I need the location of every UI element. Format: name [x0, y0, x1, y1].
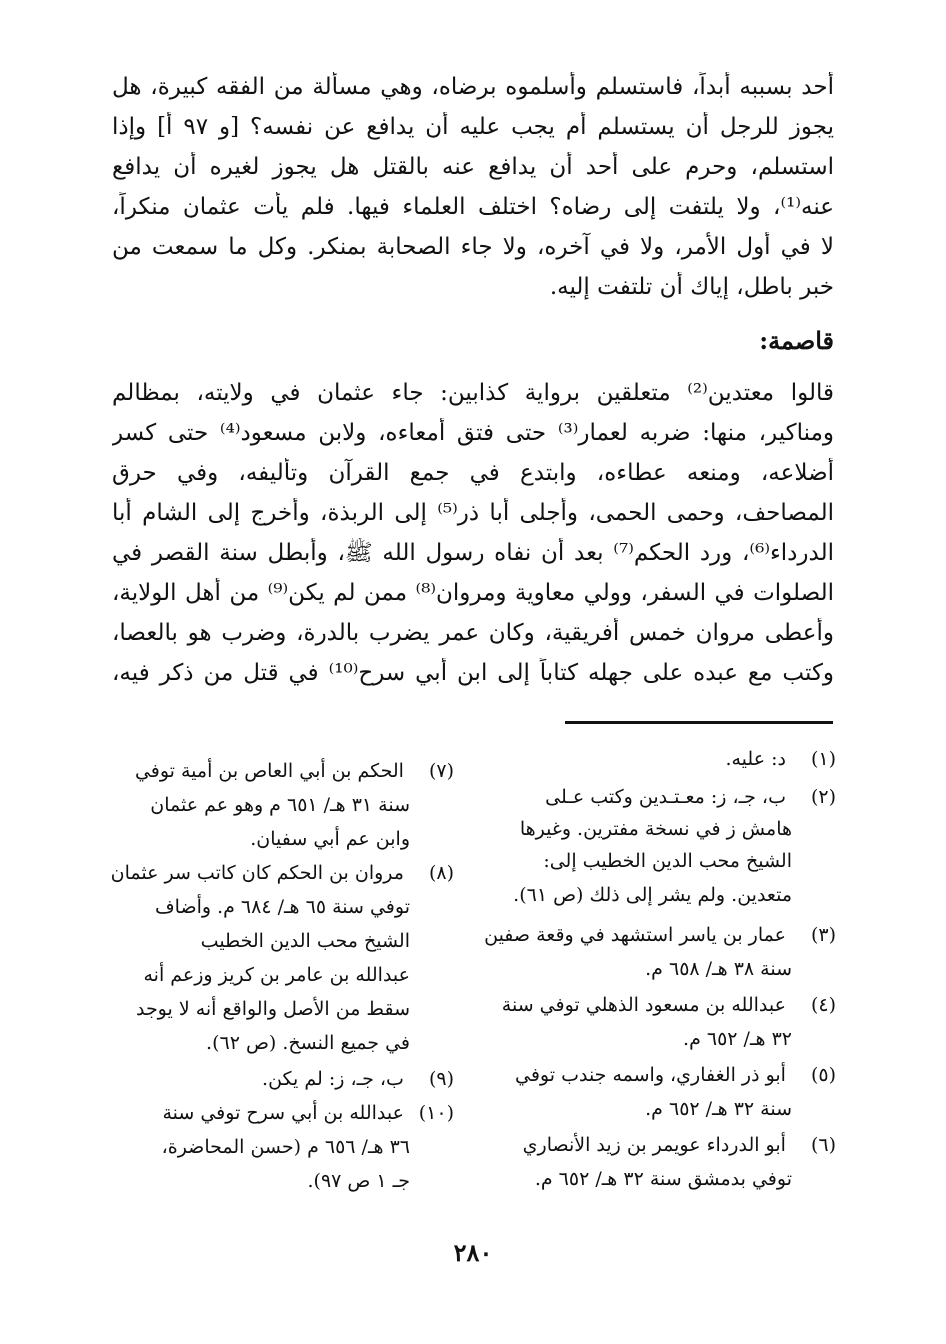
footnote-continuation: متعدين. ولم يشر إلى ذلك (ص ٦١).	[513, 884, 792, 906]
footnote-number: (٨)	[428, 862, 454, 884]
footnote-number: (٧)	[428, 760, 454, 782]
footnote	[506, 1132, 836, 1159]
footnote-continuation: سقط من الأصل والواقع أنه لا يوجد	[135, 998, 410, 1020]
footnote-continuation: سنة ٣١ هـ/ ٦٥١ م وهو عم عثمان	[150, 794, 410, 816]
text-line: استسلم، وحرم على أحد أن يدافع عنه بالقتل هل يجوز لغيره أن يدافع	[112, 154, 834, 180]
footnote-continuation: سنة ٣٨ هـ/ ٦٥٨ م.	[645, 958, 792, 980]
footnote-text: د: عليه.	[725, 748, 786, 770]
footnote-number: (٣)	[810, 924, 836, 946]
footnote-number: (١)	[810, 748, 836, 770]
text-line: أضلاعه، ومنعه عطاءه، وابتدع في جمع القرآن وتأليفه، وفي حرق	[112, 460, 834, 486]
footnote-number: (٢)	[810, 786, 836, 808]
footnote	[110, 860, 454, 887]
text-line: خبر باطل، إياك أن تلتفت إليه.	[549, 274, 834, 300]
footnote	[506, 1062, 836, 1089]
footnote-continuation: عبدالله بن عامر بن كريز وزعم أنه	[143, 964, 410, 986]
footnote-text: ب، جـ، ز: لم يكن.	[262, 1068, 404, 1090]
footnote-number: (٥)	[810, 1064, 836, 1086]
footnote-continuation: سنة ٣٢ هـ/ ٦٥٢ م.	[645, 1098, 792, 1120]
text-line: أحد بسببه أبداً، فاستسلم وأسلموه برضاه، وهي مسألة من الفقه كبيرة، هل	[112, 74, 834, 100]
text-line: قالوا معتدين⁽²⁾ متعلقين برواية كذابين: جاء عثمان في ولايته، بمظالم	[112, 380, 834, 406]
footnote-text: مروان بن الحكم كان كاتب سر عثمان	[110, 862, 404, 884]
footnote	[119, 1066, 454, 1093]
footnote-number: (٤)	[810, 994, 836, 1016]
footnote-number: (١٠)	[418, 1102, 454, 1124]
footnote-continuation: في جميع النسخ. (ص ٦٢).	[206, 1032, 410, 1054]
footnote-divider	[565, 721, 833, 724]
page-number: ٢٨٠	[453, 1238, 493, 1267]
footnote-text: عبدالله بن أبي سرح توفي سنة	[162, 1102, 404, 1124]
footnote	[119, 1100, 454, 1127]
footnote-continuation: توفي سنة ٦٥ هـ/ ٦٨٤ م. وأضاف	[154, 896, 410, 918]
footnote	[506, 746, 836, 773]
footnote-number: (٩)	[428, 1068, 454, 1090]
text-line: الدرداء⁽⁶⁾، ورد الحكم⁽⁷⁾ بعد أن نفاه رسول الله ﷺ، وأبطل سنة القصر في	[112, 540, 834, 566]
footnote-text: عبدالله بن مسعود الذهلي توفي سنة	[501, 994, 786, 1016]
footnote-continuation: وابن عم أبي سفيان.	[250, 828, 410, 850]
text-line: يجوز للرجل أن يستسلم أم يجب عليه أن يدافع عن نفسه؟ [و ٩٧ أ] وإذا	[112, 114, 834, 140]
footnote	[506, 784, 836, 811]
footnote	[501, 992, 836, 1019]
text-line: وكتب مع عبده على جهله كتاباً إلى ابن أبي سرح⁽¹⁰⁾ في قتل من ذكر فيه،	[112, 660, 834, 686]
section-heading: قاصمة:	[759, 326, 834, 355]
footnote-text: عمار بن ياسر استشهد في وقعة صفين	[484, 924, 786, 946]
footnote	[484, 922, 836, 949]
footnote-continuation: توفي بدمشق سنة ٣٢ هـ/ ٦٥٢ م.	[534, 1168, 792, 1190]
footnote-continuation: هامش ز في نسخة مفترين. وغيرها	[519, 818, 792, 840]
footnote-text: أبو ذر الغفاري، واسمه جندب توفي	[515, 1064, 786, 1086]
footnote-number: (٦)	[810, 1134, 836, 1156]
footnote-continuation: جـ ١ ص ٩٧).	[307, 1170, 410, 1192]
footnote-continuation: الشيخ محب الدين الخطيب إلى:	[543, 850, 792, 872]
footnote-continuation: ٣٦ هـ/ ٦٥٦ م (حسن المحاضرة،	[161, 1136, 410, 1158]
footnote-text: أبو الدرداء عويمر بن زيد الأنصاري	[522, 1134, 786, 1156]
text-line: لا في أول الأمر، ولا في آخره، ولا جاء الصحابة بمنكر. وكل ما سمعت من	[112, 234, 834, 260]
text-line: عنه⁽¹⁾، ولا يلتفت إلى رضاه؟ اختلف العلماء فيها. فلم يأت عثمان منكراً،	[112, 194, 834, 220]
footnote	[119, 758, 454, 785]
footnote-text: ب، جـ، ز: معـتـدين وكتب عـلى	[545, 786, 786, 808]
text-line: ومناكير، منها: ضربه لعمار⁽³⁾ حتى فتق أمعاءه، ولابن مسعود⁽⁴⁾ حتى كسر	[112, 420, 834, 446]
text-line: الصلوات في السفر، وولي معاوية ومروان⁽⁸⁾ ممن لم يكن⁽⁹⁾ من أهل الولاية،	[112, 580, 834, 606]
footnote-continuation: الشيخ محب الدين الخطيب	[200, 930, 410, 952]
footnote-continuation: ٣٢ هـ/ ٦٥٢ م.	[683, 1028, 792, 1050]
text-line: وأعطى مروان خمس أفريقية، وكان عمر يضرب بالدرة، وضرب هو بالعصا،	[112, 620, 834, 646]
text-line: المصاحف، وحمى الحمى، وأجلى أبا ذر⁽⁵⁾ إلى الربذة، وأخرج إلى الشام أبا	[112, 500, 834, 526]
footnote-text: الحكم بن أبي العاص بن أمية توفي	[134, 760, 404, 782]
